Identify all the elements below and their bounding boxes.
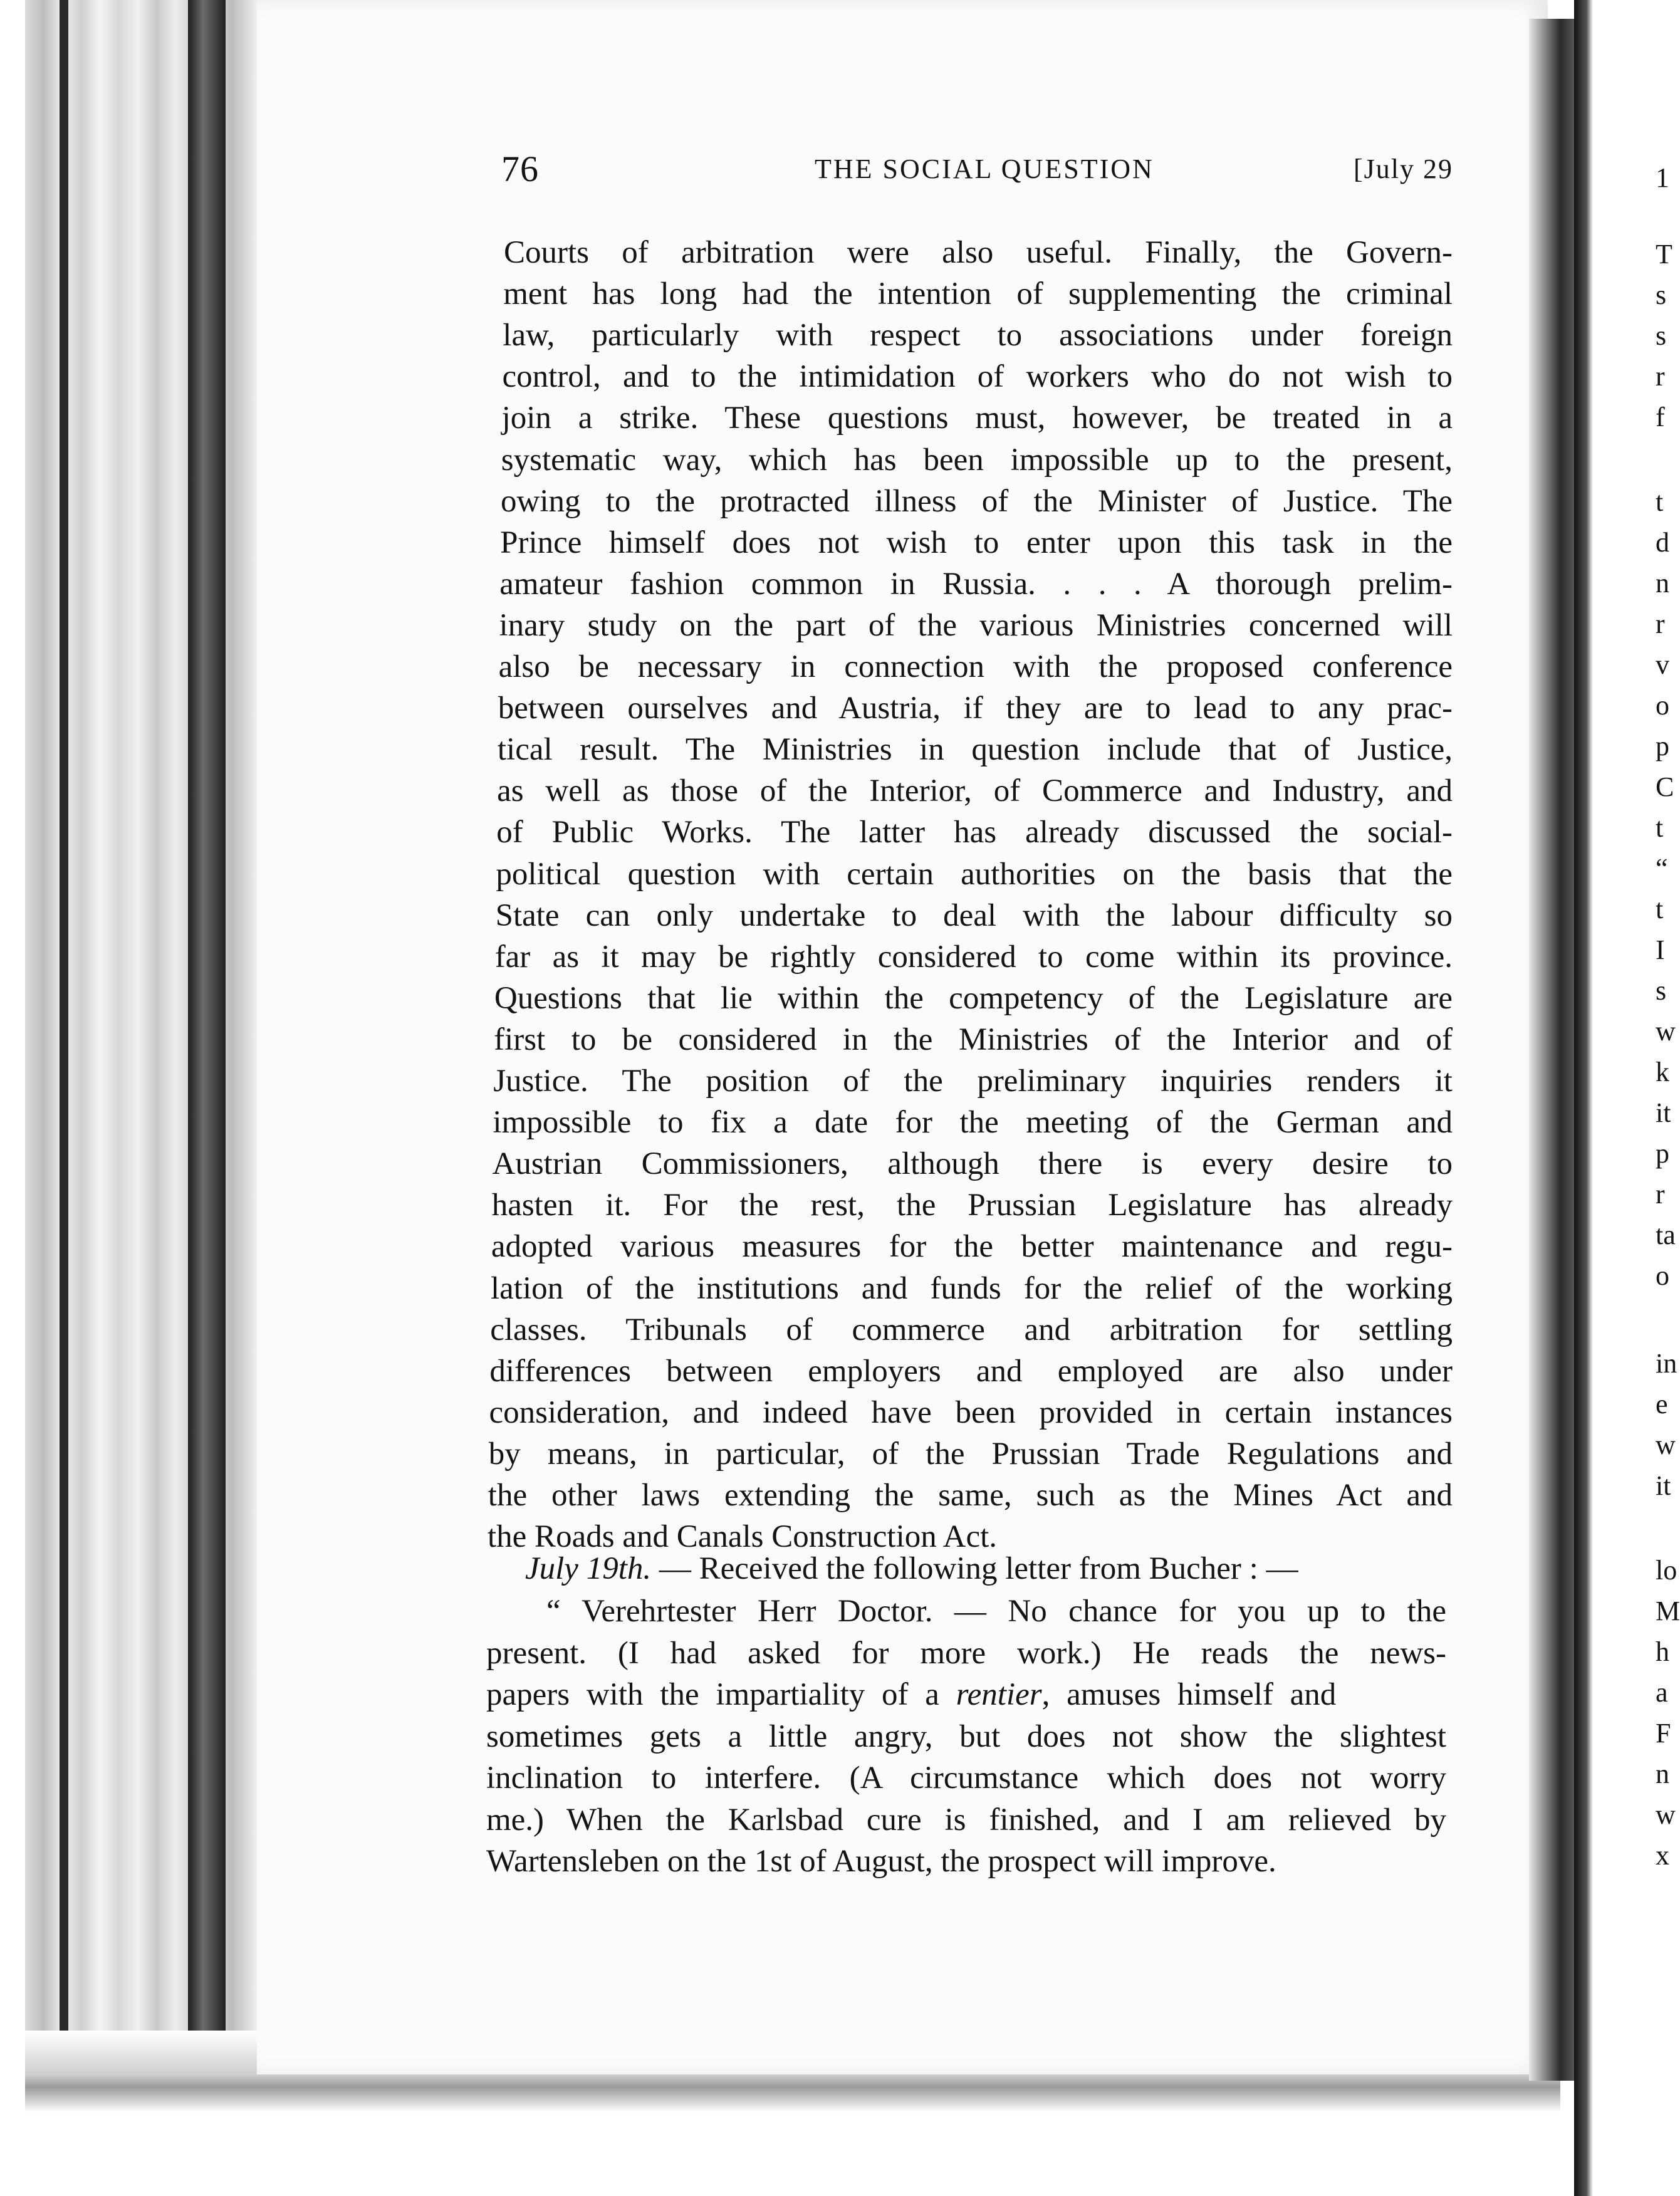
body-line: Courts of arbitration were also useful. Finally, the Govern- — [504, 235, 1453, 270]
facing-page-letter: 1 — [1656, 162, 1669, 193]
running-date: [July 29 — [1354, 154, 1453, 184]
body-line: of Public Works. The latter has already discussed the social- — [496, 815, 1453, 850]
body-line: by means, in particular, of the Prussian Trade Regulations and — [488, 1436, 1453, 1472]
facing-page-letter: s — [1656, 320, 1667, 351]
letter-line-segment: papers with the impartiality of a — [486, 1677, 956, 1712]
body-line: adopted various measures for the better maintenance and regu- — [491, 1229, 1453, 1265]
book-gutter — [1529, 19, 1574, 2081]
book-edge-shadow — [60, 0, 68, 2131]
facing-page-letter: o — [1656, 1260, 1669, 1291]
facing-page-letter: ta — [1656, 1220, 1676, 1250]
italic-word: rentier — [956, 1677, 1042, 1712]
body-line: political question with certain authorities on the basis that the — [496, 856, 1453, 892]
body-line: impossible to fix a date for the meeting of the German and — [493, 1105, 1453, 1141]
facing-page-letter: x — [1656, 1840, 1669, 1871]
body-line: amateur fashion common in Russia. . . . A thorough prelim- — [499, 566, 1453, 602]
facing-page-letter: s — [1656, 280, 1667, 310]
body-line: inary study on the part of the various Ministries concerned will — [499, 607, 1453, 643]
letter-line — [486, 1679, 1446, 1711]
body-line: between ourselves and Austria, if they are to lead to any prac- — [498, 691, 1453, 726]
body-line: differences between employers and employed are also under — [489, 1353, 1453, 1389]
facing-page-letter: F — [1656, 1718, 1671, 1749]
letter-line: inclination to interfere. (A circumstance which does not worry — [486, 1760, 1446, 1796]
running-title: THE SOCIAL QUESTION — [815, 154, 1154, 184]
body-line: hasten it. For the rest, the Prussian Legislature has already — [491, 1188, 1453, 1223]
facing-page-letter: n — [1656, 1759, 1669, 1789]
letter-line: Wartensleben on the 1st of August, the prospect will improve. — [486, 1844, 1276, 1879]
facing-page-letter: r — [1656, 609, 1665, 639]
body-line: owing to the protracted illness of the Minister of Justice. The — [501, 483, 1453, 519]
body-line: law, particularly with respect to associations under foreign — [503, 318, 1453, 353]
facing-page-letter: C — [1656, 771, 1674, 802]
body-line: State can only undertake to deal with the labour difficulty so — [495, 897, 1453, 933]
page-number: 76 — [501, 149, 539, 189]
body-line: Austrian Commissioners, although there is every desire to — [492, 1146, 1453, 1182]
facing-page-letter: v — [1656, 649, 1669, 680]
facing-page-letter: p — [1656, 731, 1669, 761]
facing-page-letter: o — [1656, 690, 1669, 721]
facing-page-letter: a — [1656, 1677, 1668, 1708]
facing-page-letter: t — [1656, 894, 1664, 924]
facing-page-letter: h — [1656, 1636, 1669, 1667]
body-line: as well as those of the Interior, of Commerce and Industry, and — [497, 773, 1453, 809]
facing-page-letter: I — [1656, 934, 1665, 965]
body-line: far as it may be rightly considered to come within its province. — [494, 939, 1453, 975]
body-line: lation of the institutions and funds for the relief of the working — [491, 1270, 1453, 1306]
body-line: the Roads and Canals Construction Act. — [488, 1519, 998, 1555]
facing-page-letter: it — [1656, 1470, 1671, 1501]
facing-page-letter: T — [1656, 239, 1672, 269]
body-line: systematic way, which has been impossible up to the present, — [501, 442, 1453, 478]
body-line: consideration, and indeed have been provided in certain instances — [489, 1394, 1453, 1430]
facing-page-shadow — [1574, 0, 1593, 2196]
facing-page-letter: e — [1656, 1389, 1668, 1420]
letter-line-segment: , amuses himself and — [1041, 1677, 1337, 1712]
letter-line: sometimes gets a little angry, but does not show the slightest — [486, 1718, 1446, 1754]
facing-page-letter: n — [1656, 568, 1669, 599]
body-line: the other laws extending the same, such as the Mines Act and — [488, 1478, 1453, 1513]
facing-page-letter: it — [1656, 1097, 1671, 1128]
facing-page-letter: d — [1656, 527, 1669, 558]
body-line: Justice. The position of the preliminary inquiries renders it — [493, 1064, 1453, 1099]
facing-page-letter: in — [1656, 1348, 1677, 1379]
facing-page-letter: lo — [1656, 1555, 1677, 1586]
letter-line: “ Verehrtester Herr Doctor. — No chance for you up to the — [546, 1594, 1446, 1629]
facing-page-letter: r — [1656, 1179, 1665, 1210]
body-line: also be necessary in connection with the proposed conference — [498, 649, 1453, 684]
facing-page-letter: M — [1656, 1596, 1680, 1626]
facing-page-letter: w — [1656, 1430, 1676, 1460]
facing-page-letter: t — [1656, 486, 1664, 517]
facing-page-letter: w — [1656, 1799, 1676, 1830]
facing-page-letter: p — [1656, 1138, 1669, 1169]
body-line: join a strike. These questions must, however, be treated in a — [501, 400, 1453, 436]
diary-entry-heading — [525, 1553, 1435, 1585]
facing-page-letter: f — [1656, 402, 1665, 432]
facing-page-letter: w — [1656, 1016, 1676, 1047]
body-line: first to be considered in the Ministries of the Interior and of — [494, 1022, 1453, 1057]
entry-intro: — Received the following letter from Bucher : — — [651, 1551, 1298, 1586]
letter-line: me.) When the Karlsbad cure is finished, and I am relieved by — [486, 1802, 1446, 1838]
body-line: classes. Tribunals of commerce and arbitration for settling — [490, 1312, 1453, 1347]
body-line: tical result. The Ministries in question include that of Justice, — [497, 732, 1453, 768]
body-line: ment has long had the intention of supplementing the criminal — [503, 276, 1453, 312]
letter-line: present. (I had asked for more work.) He reads the news- — [486, 1635, 1446, 1671]
facing-page-letter: r — [1656, 361, 1665, 392]
body-line: control, and to the intimidation of workers who do not wish to — [502, 359, 1453, 395]
facing-page-fragment — [1574, 0, 1680, 2196]
facing-page-letter: “ — [1656, 853, 1668, 884]
facing-page-letter: k — [1656, 1057, 1669, 1087]
facing-page-letter: s — [1656, 975, 1667, 1006]
book-edge-shadow — [188, 0, 226, 2087]
facing-page-letter: t — [1656, 812, 1664, 843]
entry-date: July 19th. — [525, 1551, 652, 1586]
body-line: Questions that lie within the competency of the Legislature are — [494, 980, 1453, 1016]
body-line: Prince himself does not wish to enter upon this task in the — [500, 525, 1453, 560]
